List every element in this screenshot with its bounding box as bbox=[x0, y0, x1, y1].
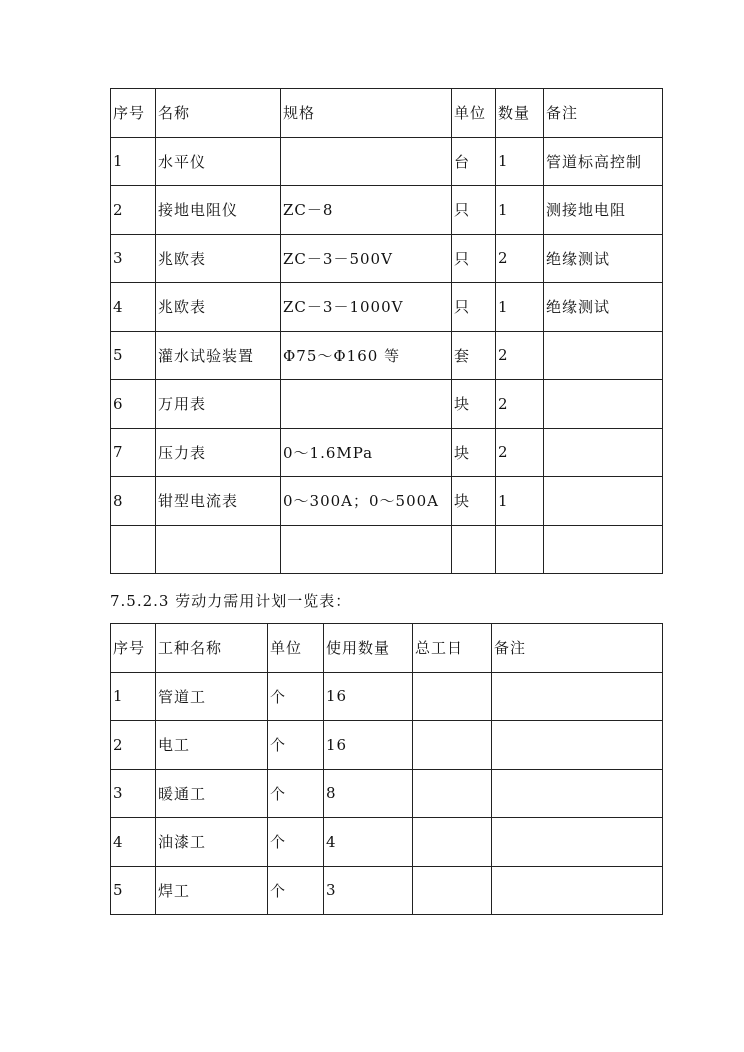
table-row bbox=[111, 525, 663, 574]
header-cell: 序号 bbox=[111, 89, 156, 138]
table-cell bbox=[544, 380, 663, 429]
table-cell bbox=[544, 331, 663, 380]
table-row bbox=[111, 769, 663, 818]
table-cell: 1 bbox=[496, 186, 544, 235]
table-cell: 1 bbox=[111, 672, 156, 721]
table-row bbox=[111, 818, 663, 867]
header-cell: 序号 bbox=[111, 624, 156, 673]
table-row bbox=[111, 186, 663, 235]
table-cell: 16 bbox=[324, 721, 413, 770]
header-cell: 单位 bbox=[452, 89, 496, 138]
table-cell: 6 bbox=[111, 380, 156, 429]
labor-plan-heading: 7.5.2.3 劳动力需用计划一览表： bbox=[110, 592, 352, 610]
table-cell: Φ75～Φ160 等 bbox=[281, 331, 452, 380]
header-cell: 工种名称 bbox=[156, 624, 268, 673]
table-cell: 2 bbox=[111, 721, 156, 770]
table-cell: 灌水试验装置 bbox=[156, 331, 281, 380]
table-cell bbox=[281, 137, 452, 186]
table-cell: 钳型电流表 bbox=[156, 477, 281, 526]
table-cell bbox=[281, 525, 452, 574]
header-cell: 使用数量 bbox=[324, 624, 413, 673]
table-cell: 1 bbox=[496, 283, 544, 332]
table-cell bbox=[281, 380, 452, 429]
header-row bbox=[111, 624, 663, 673]
table-cell: 2 bbox=[111, 186, 156, 235]
table-cell: 水平仪 bbox=[156, 137, 281, 186]
table-cell bbox=[156, 525, 281, 574]
table-cell bbox=[413, 818, 492, 867]
table-cell: 压力表 bbox=[156, 428, 281, 477]
table-cell: 绝缘测试 bbox=[544, 234, 663, 283]
table-cell: 8 bbox=[324, 769, 413, 818]
header-cell: 规格 bbox=[281, 89, 452, 138]
table-cell: 16 bbox=[324, 672, 413, 721]
table-cell bbox=[492, 672, 663, 721]
table-row bbox=[111, 331, 663, 380]
table-cell: 套 bbox=[452, 331, 496, 380]
table-cell: 7 bbox=[111, 428, 156, 477]
table-cell: 个 bbox=[268, 672, 324, 721]
table-cell: ZC－3－1000V bbox=[281, 283, 452, 332]
table-cell: 2 bbox=[496, 380, 544, 429]
table-row bbox=[111, 477, 663, 526]
header-cell: 备注 bbox=[544, 89, 663, 138]
table-cell bbox=[413, 672, 492, 721]
table-cell: 个 bbox=[268, 721, 324, 770]
header-row bbox=[111, 89, 663, 138]
table-cell: 个 bbox=[268, 769, 324, 818]
table-cell bbox=[544, 525, 663, 574]
table-cell: 只 bbox=[452, 283, 496, 332]
table-cell: 4 bbox=[111, 283, 156, 332]
table-cell: 暖通工 bbox=[156, 769, 268, 818]
header-cell: 单位 bbox=[268, 624, 324, 673]
table-cell: 管道工 bbox=[156, 672, 268, 721]
table-row bbox=[111, 137, 663, 186]
table-cell: 0～300A；0～500A bbox=[281, 477, 452, 526]
table-row bbox=[111, 672, 663, 721]
table-cell: ZC－3－500V bbox=[281, 234, 452, 283]
table-cell: 绝缘测试 bbox=[544, 283, 663, 332]
table-cell: 0～1.6MPa bbox=[281, 428, 452, 477]
table-row bbox=[111, 283, 663, 332]
table-cell bbox=[492, 721, 663, 770]
equipment-table bbox=[110, 88, 663, 574]
table-cell bbox=[111, 525, 156, 574]
table-cell: 油漆工 bbox=[156, 818, 268, 867]
header-cell: 备注 bbox=[492, 624, 663, 673]
table-cell: 台 bbox=[452, 137, 496, 186]
table-cell: 5 bbox=[111, 866, 156, 915]
table-cell: 块 bbox=[452, 428, 496, 477]
labor-plan-table bbox=[110, 623, 663, 915]
table-cell bbox=[452, 525, 496, 574]
table-cell bbox=[413, 721, 492, 770]
table-cell: 4 bbox=[111, 818, 156, 867]
table-cell: ZC－8 bbox=[281, 186, 452, 235]
table-row bbox=[111, 721, 663, 770]
table-cell: 块 bbox=[452, 380, 496, 429]
table-cell: 8 bbox=[111, 477, 156, 526]
table-cell: 测接地电阻 bbox=[544, 186, 663, 235]
table-cell: 1 bbox=[111, 137, 156, 186]
header-cell: 总工日 bbox=[413, 624, 492, 673]
table-row bbox=[111, 234, 663, 283]
table-cell: 只 bbox=[452, 186, 496, 235]
table-cell: 接地电阻仪 bbox=[156, 186, 281, 235]
header-cell: 名称 bbox=[156, 89, 281, 138]
table-cell: 4 bbox=[324, 818, 413, 867]
table-cell: 焊工 bbox=[156, 866, 268, 915]
header-cell: 数量 bbox=[496, 89, 544, 138]
table-cell bbox=[544, 477, 663, 526]
table-cell: 块 bbox=[452, 477, 496, 526]
table-cell: 只 bbox=[452, 234, 496, 283]
table-cell: 兆欧表 bbox=[156, 283, 281, 332]
table-cell: 3 bbox=[324, 866, 413, 915]
table-cell: 2 bbox=[496, 428, 544, 477]
table-cell bbox=[492, 866, 663, 915]
table-cell: 2 bbox=[496, 234, 544, 283]
table-cell: 兆欧表 bbox=[156, 234, 281, 283]
table-cell bbox=[544, 428, 663, 477]
table-cell: 管道标高控制 bbox=[544, 137, 663, 186]
table-cell: 2 bbox=[496, 331, 544, 380]
table-cell: 个 bbox=[268, 866, 324, 915]
table-cell: 5 bbox=[111, 331, 156, 380]
table-cell bbox=[413, 866, 492, 915]
table-cell: 3 bbox=[111, 769, 156, 818]
table-cell: 万用表 bbox=[156, 380, 281, 429]
table-cell: 个 bbox=[268, 818, 324, 867]
table-cell bbox=[496, 525, 544, 574]
table-row bbox=[111, 380, 663, 429]
table-cell: 1 bbox=[496, 477, 544, 526]
table-cell bbox=[492, 769, 663, 818]
table-cell bbox=[413, 769, 492, 818]
table-row bbox=[111, 428, 663, 477]
table-row bbox=[111, 866, 663, 915]
table-cell: 电工 bbox=[156, 721, 268, 770]
table-cell: 1 bbox=[496, 137, 544, 186]
table-cell: 3 bbox=[111, 234, 156, 283]
table-cell bbox=[492, 818, 663, 867]
